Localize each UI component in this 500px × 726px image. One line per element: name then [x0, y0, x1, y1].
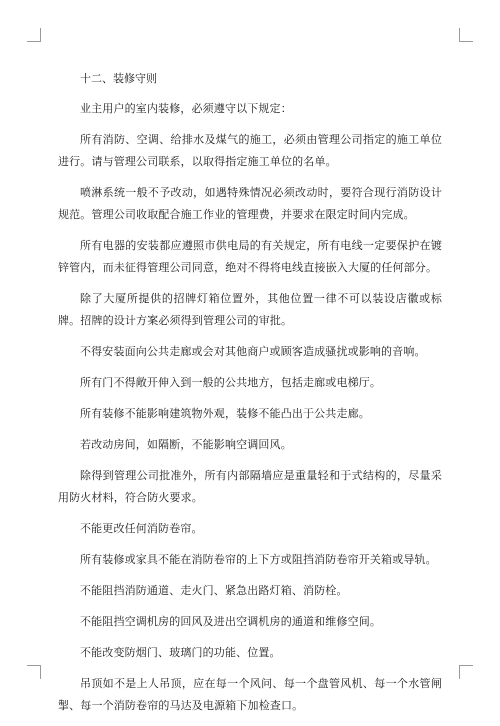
paragraph: 所有装修不能影响建筑物外观，装修不能凸出于公共走廊。 [80, 407, 370, 420]
paragraph: 不能阻挡消防通道、走火门、紧急出路灯箱、消防栓。 [80, 584, 348, 597]
paragraph: 吊顶如不是上人吊顶，应在每一个风问、每一个盘管风机、每一个水管闸掣、每一个消防卷帘的马达及电源箱下加检查口。 [58, 677, 442, 712]
crop-mark-top-left [27, 28, 41, 42]
paragraph: 若改动房间，如隔断，不能影响空调回风。 [80, 438, 292, 451]
paragraph: 不能阻挡空调机房的回风及进出空调机房的通道和维修空间。 [80, 615, 382, 628]
paragraph: 所有门不得敞开伸入到一般的公共地方，包括走廊或电梯厅。 [80, 376, 382, 389]
paragraph: 业主用户的室内装修，必须遵守以下规定： [80, 102, 292, 115]
paragraph: 不能更改任何消防卷帘。 [80, 522, 203, 535]
paragraph: 除得到管理公司批准外，所有内部隔墙应是重量轻和于式结构的，尽量采用防火材料，符合防火要求。 [58, 469, 442, 504]
paragraph: 不得安装面向公共走廊或会对其他商户或顾客造成骚扰或影响的音响。 [80, 345, 426, 358]
paragraph: 除了大厦所提供的招牌灯箱位置外，其他位置一律不可以装设店徽或标牌。招牌的设计方案必须得到管理公司的审批。 [58, 292, 442, 327]
paragraph: 不能改变防烟门、玻璃门的功能、位置。 [80, 646, 281, 659]
paragraph: 所有装修或家具不能在消防卷帘的上下方或阻挡消防卷帘开关箱或导轨。 [80, 553, 437, 566]
section-heading: 十二、装修守则 [80, 72, 157, 85]
crop-mark-top-right [459, 28, 473, 42]
paragraph: 喷淋系统一般不予改动，如遇特殊情况必须改动时，要符合现行消防设计规范。管理公司收取配合施工作业的管理费，并要求在限定时间内完成。 [58, 186, 442, 221]
crop-mark-bottom-left [27, 665, 41, 679]
crop-mark-bottom-right [459, 665, 473, 679]
paragraph: 所有电器的安装都应遵照市供电局的有关规定，所有电线一定要保护在镀锌管内，而未征得管理公司同意，绝对不得将电线直接嵌入大厦的任何部分。 [58, 239, 442, 274]
paragraph: 所有消防、空调、给排水及煤气的施工，必须由管理公司指定的施工单位进行。请与管理公司联系，以取得指定施工单位的名单。 [58, 133, 442, 168]
document-body [58, 68, 442, 726]
